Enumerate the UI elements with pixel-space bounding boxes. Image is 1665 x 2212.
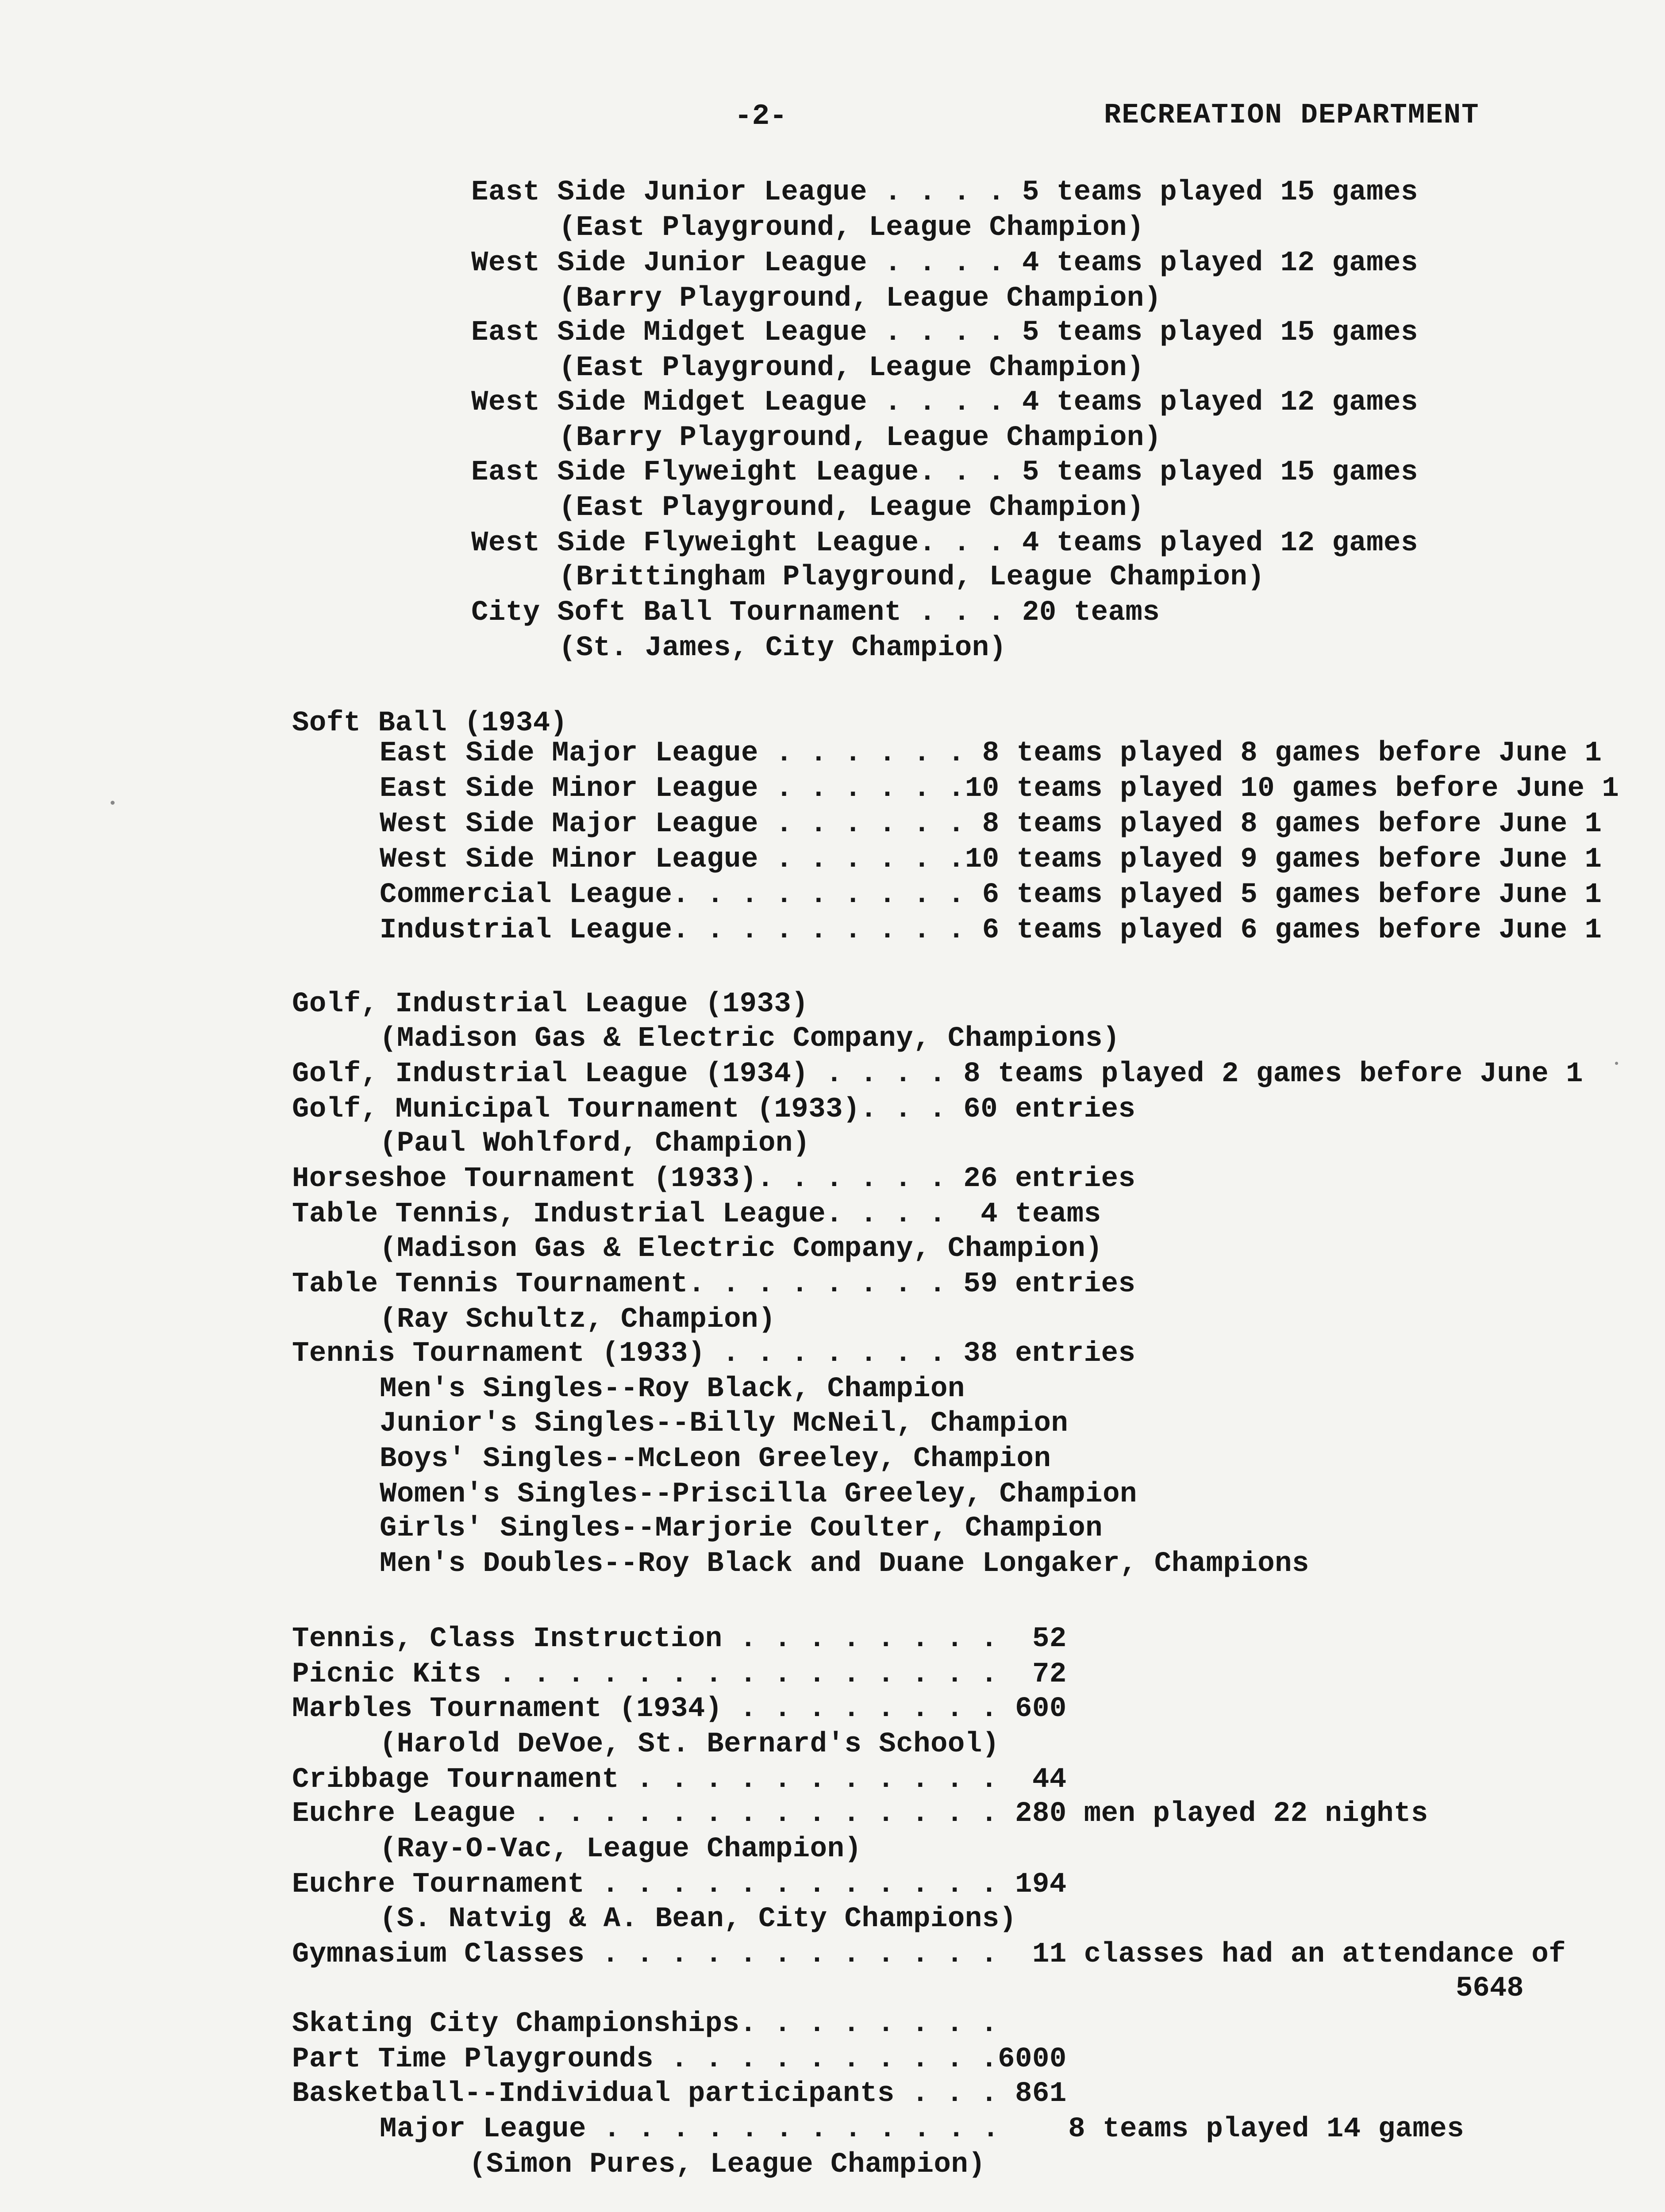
champion-line: (Barry Playground, League Champion) <box>559 283 1161 315</box>
entry-line: Picnic Kits . . . . . . . . . . . . . . . 72 <box>292 1659 1067 1690</box>
entry-line: Marbles Tournament (1934) . . . . . . . . 600 <box>292 1693 1067 1725</box>
league-line: West Side Flyweight League. . . 4 teams played 12 games <box>471 527 1418 559</box>
league-line: West Side Midget League . . . . 4 teams played 12 games <box>471 387 1418 419</box>
entry-line: Gymnasium Classes . . . . . . . . . . . . 11 classes had an attendance of <box>292 1939 1566 1970</box>
champion-line: (Madison Gas & Electric Company, Champions) <box>380 1023 1120 1055</box>
champion-line: (East Playground, League Champion) <box>559 352 1144 384</box>
entry-line: Golf, Municipal Tournament (1933). . . 60 entries <box>292 1094 1136 1125</box>
winner-line: Junior's Singles--Billy McNeil, Champion <box>380 1408 1069 1440</box>
league-line: East Side Flyweight League. . . 5 teams played 15 games <box>471 457 1418 488</box>
champion-line: (Harold DeVoe, St. Bernard's School) <box>380 1728 1000 1760</box>
entry-line: Tennis, Class Instruction . . . . . . . . 52 <box>292 1623 1067 1655</box>
scan-speck <box>1615 1062 1618 1065</box>
league-line: East Side Minor League . . . . . .10 teams played 10 games before June 1 <box>380 773 1619 805</box>
winner-line: Boys' Singles--McLeon Greeley, Champion <box>380 1443 1051 1475</box>
champion-line: (East Playground, League Champion) <box>559 492 1144 524</box>
scan-speck <box>111 801 115 805</box>
winner-line: Girls' Singles--Marjorie Coulter, Champion <box>380 1513 1103 1544</box>
league-line: West Side Junior League . . . . 4 teams played 12 games <box>471 247 1418 279</box>
attendance-number: 5648 <box>1456 1973 1524 2005</box>
entry-line: Horseshoe Tournament (1933). . . . . . 26 entries <box>292 1163 1136 1195</box>
page-number: -2- <box>734 100 787 133</box>
champion-line: (S. Natvig & A. Bean, City Champions) <box>380 1903 1017 1935</box>
league-line: West Side Major League . . . . . . 8 teams played 8 games before June 1 <box>380 808 1602 840</box>
entry-line: Euchre League . . . . . . . . . . . . . . 280 men played 22 nights <box>292 1798 1428 1830</box>
champion-line: (Brittingham Playground, League Champion) <box>559 561 1265 593</box>
league-line: Industrial League. . . . . . . . . 6 teams played 6 games before June 1 <box>380 914 1602 946</box>
champion-line: (Ray-O-Vac, League Champion) <box>380 1833 862 1865</box>
league-line: East Side Major League . . . . . . 8 teams played 8 games before June 1 <box>380 737 1602 769</box>
tournament-line: City Soft Ball Tournament . . . 20 teams <box>471 597 1160 629</box>
entry-line: Euchre Tournament . . . . . . . . . . . . 194 <box>292 1869 1067 1901</box>
entry-line: Part Time Playgrounds . . . . . . . . . .6000 <box>292 2043 1067 2075</box>
entry-line: Golf, Industrial League (1934) . . . . 8 teams played 2 games before June 1 <box>292 1058 1583 1090</box>
section-heading: Soft Ball (1934) <box>292 707 568 739</box>
league-line: East Side Midget League . . . . 5 teams played 15 games <box>471 317 1418 349</box>
champion-line: (Ray Schultz, Champion) <box>380 1304 776 1336</box>
league-line: Commercial League. . . . . . . . . 6 teams played 5 games before June 1 <box>380 879 1602 911</box>
entry-line: Golf, Industrial League (1933) <box>292 988 809 1020</box>
league-line: Major League . . . . . . . . . . . . 8 teams played 14 games <box>380 2113 1465 2145</box>
champion-line: (St. James, City Champion) <box>559 632 1007 664</box>
entry-line: Cribbage Tournament . . . . . . . . . . . 44 <box>292 1764 1067 1796</box>
entry-line: Table Tennis, Industrial League. . . . 4 teams <box>292 1198 1101 1230</box>
champion-line: (Madison Gas & Electric Company, Champion) <box>380 1233 1103 1265</box>
champion-line: (East Playground, League Champion) <box>559 212 1144 244</box>
winner-line: Men's Singles--Roy Black, Champion <box>380 1373 965 1405</box>
league-line: West Side Minor League . . . . . .10 teams played 9 games before June 1 <box>380 844 1602 876</box>
winner-line: Men's Doubles--Roy Black and Duane Longaker, Champions <box>380 1548 1309 1580</box>
winner-line: Women's Singles--Priscilla Greeley, Champion <box>380 1479 1137 1510</box>
entry-line: Table Tennis Tournament. . . . . . . . 59 entries <box>292 1268 1136 1300</box>
champion-line: (Paul Wohlford, Champion) <box>380 1128 810 1160</box>
entry-line: Skating City Championships. . . . . . . . <box>292 2008 998 2040</box>
entry-line: Basketball--Individual participants . . . 861 <box>292 2078 1067 2110</box>
champion-line: (Barry Playground, League Champion) <box>559 422 1161 454</box>
entry-line: Tennis Tournament (1933) . . . . . . . 38 entries <box>292 1338 1136 1370</box>
champion-line: (Simon Pures, League Champion) <box>469 2149 986 2181</box>
league-line: East Side Junior League . . . . 5 teams played 15 games <box>471 177 1418 208</box>
department-heading: RECREATION DEPARTMENT <box>1104 100 1480 131</box>
